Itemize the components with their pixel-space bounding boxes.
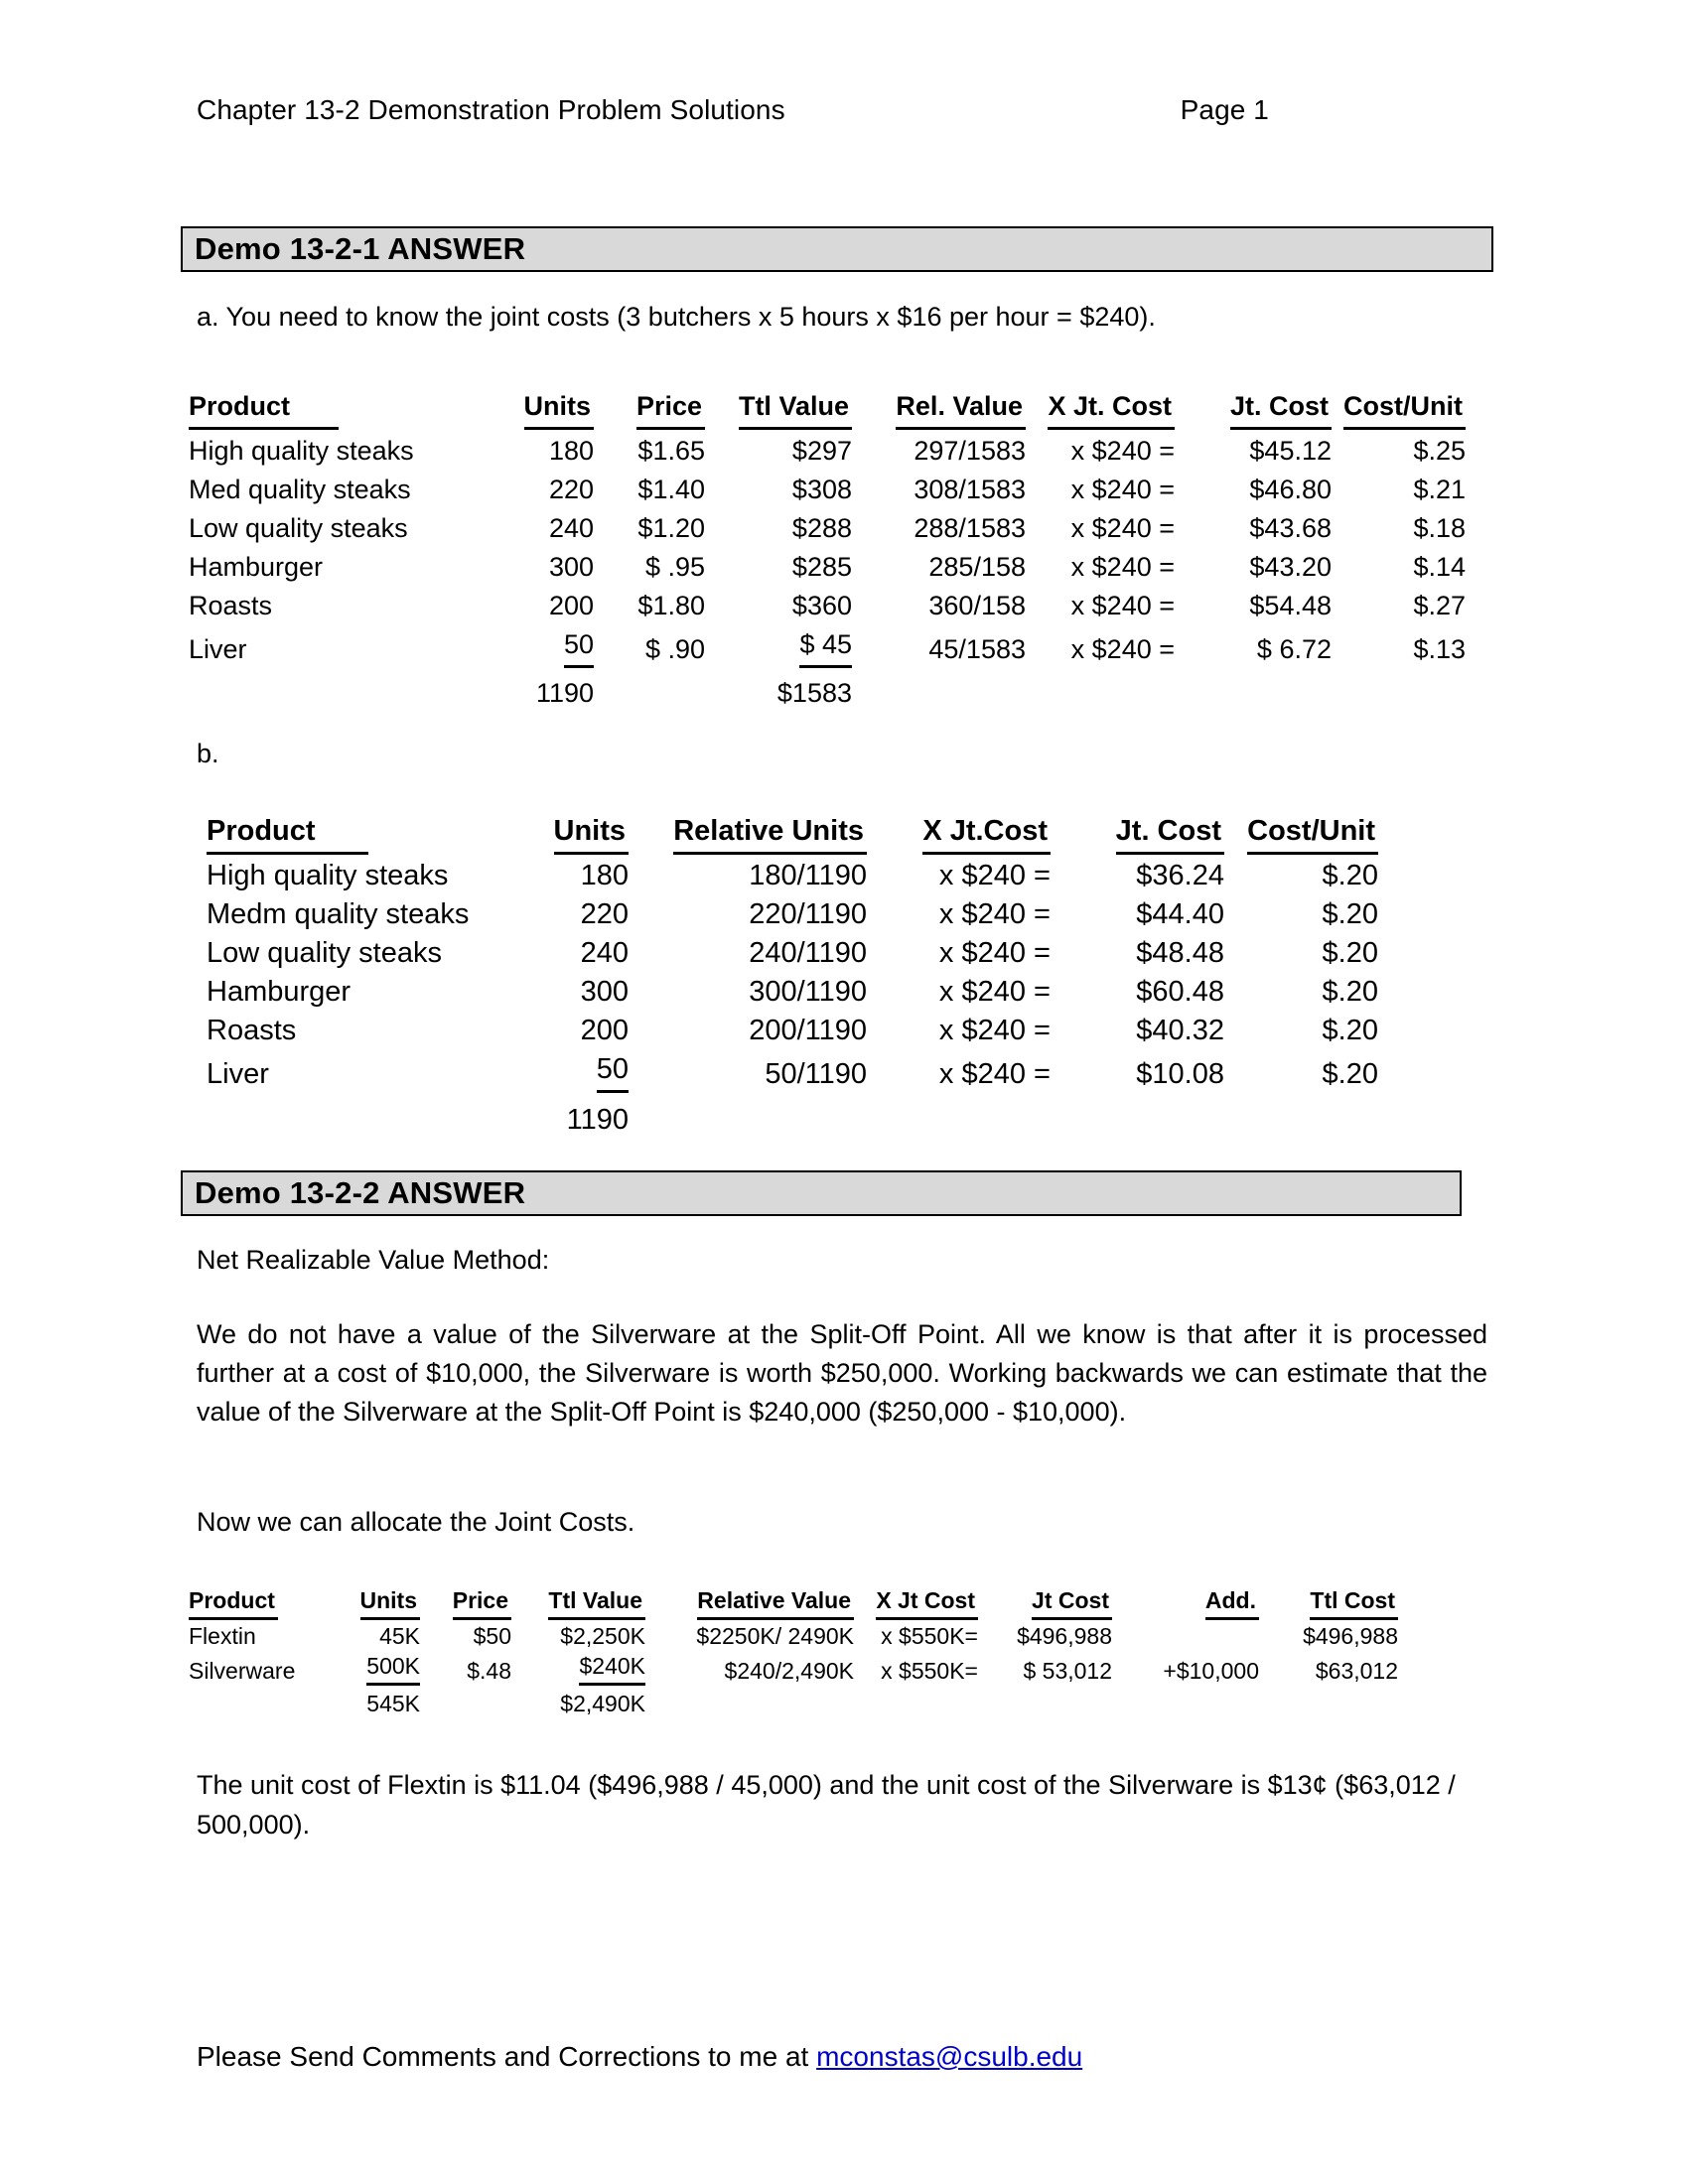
cell-total-relative-value	[645, 1686, 854, 1718]
cell-cost-unit: $.20	[1322, 898, 1378, 930]
col-x-jt-cost: X Jt.Cost	[867, 812, 1051, 856]
cell-add	[1112, 1621, 1259, 1651]
section-banner-demo-13-2-1	[181, 226, 1493, 272]
cell-cost-unit: $.20	[1322, 860, 1378, 891]
table-row	[207, 933, 1378, 972]
cell-total-label	[189, 1686, 323, 1718]
cell-units: 200	[548, 591, 594, 620]
cell-x-jt-cost: x $240 =	[938, 898, 1051, 930]
cell-x-jt-cost: x $240 =	[1070, 475, 1175, 504]
table-row	[189, 1651, 1398, 1686]
cell-product: Low quality steaks	[207, 937, 442, 969]
cell-rel-value: 297/1583	[914, 436, 1026, 466]
table-row	[207, 1049, 1378, 1093]
cell-total-x-jt-cost	[854, 1686, 978, 1718]
cell-jt-cost: $60.48	[1136, 976, 1224, 1008]
cell-total-units: 1190	[535, 678, 594, 708]
nrv-method-label: Net Realizable Value Method:	[197, 1245, 550, 1275]
cell-total-jt-cost	[1051, 1093, 1224, 1139]
cell-total-relative-units	[629, 1093, 867, 1139]
section-banner-label: Demo 13-2-2 ANSWER	[195, 1175, 526, 1210]
col-jt-cost: Jt Cost	[978, 1586, 1112, 1621]
nrv-explanation-paragraph: We do not have a value of the Silverware at the Split-Off Point. All we know is that after it is processed further at a cost of $10,000, the Silverware is worth $250,000. Working backwards we can estimate that the value of the Silverware at the Split-Off Point is $240,000 ($250,000 - $10,000).	[197, 1319, 1487, 1427]
cell-total-label	[207, 1093, 504, 1139]
document-title: Chapter 13-2 Demonstration Problem Solutions	[197, 94, 785, 125]
cell-x-jt-cost: x $240 =	[938, 1015, 1051, 1046]
cell-units: 180	[580, 860, 629, 891]
contact-email-link[interactable]: mconstas@csulb.edu	[816, 2041, 1083, 2072]
cell-x-jt-cost: x $240 =	[1070, 552, 1175, 582]
cell-product: Liver	[189, 634, 247, 664]
cell-units: 180	[548, 436, 594, 466]
cell-price: $1.80	[637, 591, 705, 620]
running-head	[197, 94, 1507, 126]
cell-price: $50	[473, 1623, 511, 1649]
col-relative-value: Relative Value	[645, 1586, 854, 1621]
cell-ttl-value: $ 45	[705, 624, 852, 668]
col-rel-value: Rel. Value	[852, 387, 1026, 431]
cell-units: 50	[487, 624, 594, 668]
cell-jt-cost: $43.68	[1249, 513, 1332, 543]
cell-price: $ .95	[644, 552, 705, 582]
col-relative-units: Relative Units	[629, 812, 867, 856]
cell-total-label	[189, 668, 487, 712]
cell-relative-value: $240/2,490K	[724, 1658, 854, 1684]
table-row	[207, 1011, 1378, 1049]
cell-relative-units: 240/1190	[749, 937, 867, 969]
cell-product: High quality steaks	[207, 860, 449, 891]
cell-total-price	[594, 668, 705, 712]
cell-add: +$10,000	[1163, 1658, 1259, 1684]
cell-jt-cost: $43.20	[1249, 552, 1332, 582]
table-row	[207, 894, 1378, 933]
cell-total-ttl-value: $1583	[776, 678, 852, 708]
allocate-joint-costs-paragraph: Now we can allocate the Joint Costs.	[197, 1507, 635, 1537]
cell-x-jt-cost: x $240 =	[1070, 513, 1175, 543]
cell-relative-value: $2250K/ 2490K	[696, 1623, 854, 1649]
cell-units: 300	[580, 976, 629, 1008]
col-product: Product	[207, 812, 504, 856]
cell-product: Hamburger	[189, 552, 324, 582]
cell-x-jt-cost: x $240 =	[938, 937, 1051, 969]
cell-product: Roasts	[207, 1015, 297, 1046]
section-banner-demo-13-2-2	[181, 1170, 1462, 1216]
cell-units: 240	[580, 937, 629, 969]
cell-x-jt-cost: x $240 =	[938, 860, 1051, 891]
cell-rel-value: 308/1583	[914, 475, 1026, 504]
table-row	[189, 470, 1466, 508]
cell-relative-units: 220/1190	[749, 898, 867, 930]
col-x-jt-cost: X Jt. Cost	[1026, 387, 1175, 431]
cell-product: Medm quality steaks	[207, 898, 470, 930]
cell-cost-unit: $.18	[1413, 513, 1466, 543]
cell-jt-cost: $54.48	[1249, 591, 1332, 620]
cell-total-units: 1190	[566, 1104, 629, 1136]
cell-jt-cost: $36.24	[1136, 860, 1224, 891]
cell-total-x-jt-cost	[867, 1093, 1051, 1139]
cell-jt-cost: $ 6.72	[1256, 634, 1332, 664]
cell-price: $1.20	[637, 513, 705, 543]
cell-ttl-value: $360	[791, 591, 852, 620]
col-units: Units	[323, 1586, 420, 1621]
cell-price: $ .90	[644, 634, 705, 664]
cell-ttl-cost: $496,988	[1303, 1623, 1398, 1649]
col-x-jt-cost: X Jt Cost	[854, 1586, 978, 1621]
cell-units: 45K	[379, 1623, 420, 1649]
table-header-row	[207, 812, 1378, 856]
table-totals-row	[189, 1686, 1398, 1718]
cell-total-price	[420, 1686, 511, 1718]
cell-total-x-jt-cost	[1026, 668, 1175, 712]
col-ttl-value: Ttl Value	[511, 1586, 645, 1621]
cell-x-jt-cost: x $240 =	[938, 976, 1051, 1008]
cell-x-jt-cost: x $240 =	[1070, 634, 1175, 664]
table-demo-13-2-2	[189, 1586, 1398, 1718]
col-price: Price	[594, 387, 705, 431]
col-product: Product	[189, 387, 487, 431]
col-cost-unit: Cost/Unit	[1224, 812, 1378, 856]
cell-product: Silverware	[189, 1658, 296, 1684]
cell-price: $.48	[467, 1658, 511, 1684]
table-row	[189, 586, 1466, 624]
cell-product: Flextin	[189, 1623, 256, 1649]
cell-ttl-value: $308	[791, 475, 852, 504]
cell-jt-cost: $46.80	[1249, 475, 1332, 504]
col-units: Units	[504, 812, 629, 856]
cell-units: 500K	[323, 1651, 420, 1686]
table-row	[189, 624, 1466, 668]
col-ttl-cost: Ttl Cost	[1259, 1586, 1398, 1621]
footer-text: Please Send Comments and Corrections to me at	[197, 2041, 817, 2072]
table-row	[189, 431, 1466, 470]
cell-total-add	[1112, 1686, 1259, 1718]
cell-ttl-value: $285	[791, 552, 852, 582]
col-product: Product	[189, 1586, 323, 1621]
table-part-b	[207, 812, 1378, 1139]
cell-total-ttl-value: $2,490K	[560, 1691, 645, 1716]
cell-relative-units: 300/1190	[749, 976, 867, 1008]
cell-x-jt-cost: x $240 =	[1070, 591, 1175, 620]
col-ttl-value: Ttl Value	[705, 387, 852, 431]
cell-product: High quality steaks	[189, 436, 414, 466]
page-number: Page 1	[1180, 94, 1269, 125]
table-row	[189, 1621, 1398, 1651]
cell-ttl-value: $288	[791, 513, 852, 543]
table-header-row	[189, 387, 1466, 431]
cell-cost-unit: $.14	[1413, 552, 1466, 582]
cell-price: $1.65	[637, 436, 705, 466]
cell-product: Hamburger	[207, 976, 352, 1008]
cell-cost-unit: $.25	[1413, 436, 1466, 466]
col-jt-cost: Jt. Cost	[1175, 387, 1332, 431]
cell-product: Low quality steaks	[189, 513, 408, 543]
col-jt-cost: Jt. Cost	[1051, 812, 1224, 856]
cell-product: Roasts	[189, 591, 273, 620]
cell-x-jt-cost: x $240 =	[1070, 436, 1175, 466]
cell-cost-unit: $.13	[1413, 634, 1466, 664]
section-banner-label: Demo 13-2-1 ANSWER	[195, 231, 526, 266]
cell-jt-cost: $45.12	[1249, 436, 1332, 466]
cell-units: 300	[548, 552, 594, 582]
cell-total-jt-cost	[978, 1686, 1112, 1718]
table-part-a	[189, 387, 1466, 712]
cell-jt-cost: $44.40	[1136, 898, 1224, 930]
cell-total-cost-unit	[1332, 668, 1466, 712]
cell-rel-value: 360/158	[928, 591, 1026, 620]
cell-relative-units: 200/1190	[749, 1015, 867, 1046]
cell-x-jt-cost: x $550K=	[881, 1658, 978, 1684]
cell-total-units: 545K	[366, 1691, 420, 1716]
cell-total-ttl-cost	[1259, 1686, 1398, 1718]
table-row	[207, 856, 1378, 894]
cell-jt-cost: $496,988	[1017, 1623, 1112, 1649]
cell-cost-unit: $.27	[1413, 591, 1466, 620]
cell-total-rel-value	[852, 668, 1026, 712]
cell-product: Med quality steaks	[189, 475, 411, 504]
footer	[197, 2041, 1082, 2073]
cell-jt-cost: $ 53,012	[1023, 1658, 1112, 1684]
cell-jt-cost: $40.32	[1136, 1015, 1224, 1046]
cell-cost-unit: $.20	[1322, 1058, 1378, 1090]
col-price: Price	[420, 1586, 511, 1621]
cell-units: 220	[548, 475, 594, 504]
cell-units: 220	[580, 898, 629, 930]
cell-units: 200	[580, 1015, 629, 1046]
table-totals-row	[189, 668, 1466, 712]
cell-x-jt-cost: x $550K=	[881, 1623, 978, 1649]
cell-product: Liver	[207, 1058, 269, 1090]
table-row	[189, 508, 1466, 547]
col-add: Add.	[1112, 1586, 1259, 1621]
part-b-label: b.	[197, 739, 219, 768]
cell-ttl-value: $297	[791, 436, 852, 466]
cell-ttl-value: $2,250K	[560, 1623, 645, 1649]
col-units: Units	[487, 387, 594, 431]
cell-cost-unit: $.21	[1413, 475, 1466, 504]
part-a-intro: a. You need to know the joint costs (3 butchers x 5 hours x $16 per hour = $240).	[197, 302, 1156, 332]
cell-rel-value: 288/1583	[914, 513, 1026, 543]
table-row	[207, 972, 1378, 1011]
cell-total-cost-unit	[1224, 1093, 1378, 1139]
unit-cost-summary-paragraph: The unit cost of Flextin is $11.04 ($496,988 / 45,000) and the unit cost of the Silverware is $13¢ ($63,012 / 500,000).	[197, 1770, 1456, 1840]
cell-relative-units: 50/1190	[765, 1058, 867, 1090]
cell-cost-unit: $.20	[1322, 1015, 1378, 1046]
table-totals-row	[207, 1093, 1378, 1139]
cell-price: $1.40	[637, 475, 705, 504]
cell-total-jt-cost	[1175, 668, 1332, 712]
cell-units: 240	[548, 513, 594, 543]
table-header-row	[189, 1586, 1398, 1621]
col-cost-unit: Cost/Unit	[1332, 387, 1466, 431]
cell-rel-value: 45/1583	[928, 634, 1026, 664]
cell-jt-cost: $48.48	[1136, 937, 1224, 969]
cell-cost-unit: $.20	[1322, 937, 1378, 969]
cell-rel-value: 285/158	[928, 552, 1026, 582]
cell-units: 50	[504, 1049, 629, 1093]
cell-x-jt-cost: x $240 =	[938, 1058, 1051, 1090]
cell-ttl-cost: $63,012	[1315, 1658, 1398, 1684]
cell-ttl-value: $240K	[511, 1651, 645, 1686]
cell-jt-cost: $10.08	[1136, 1058, 1224, 1090]
table-row	[189, 547, 1466, 586]
cell-relative-units: 180/1190	[749, 860, 867, 891]
cell-cost-unit: $.20	[1322, 976, 1378, 1008]
